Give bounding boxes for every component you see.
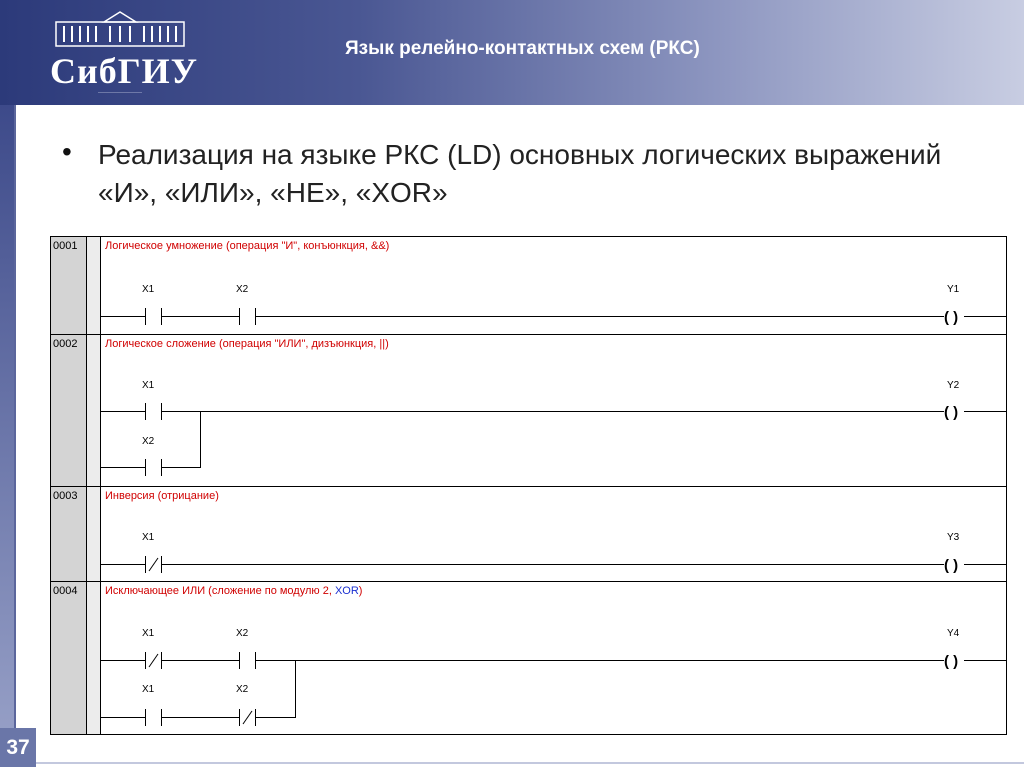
rung-number: 0003 bbox=[53, 490, 78, 502]
left-decor-edge bbox=[14, 105, 16, 767]
coil-label: Y3 bbox=[947, 532, 960, 543]
coil-label: Y4 bbox=[947, 628, 960, 639]
rung-comment: Логическое умножение (операция "И", конъюнкция, &&) bbox=[105, 240, 390, 252]
coil-label: Y1 bbox=[947, 284, 960, 295]
ladder-svg bbox=[50, 236, 1007, 736]
rung-number: 0001 bbox=[53, 240, 78, 252]
rung-comment: Инверсия (отрицание) bbox=[105, 490, 219, 502]
contact-label: X1 bbox=[142, 284, 155, 295]
footer-line bbox=[36, 762, 1024, 764]
coil-symbol: ( ) bbox=[944, 557, 959, 574]
sibgiu-logo bbox=[50, 10, 199, 95]
rung-number: 0002 bbox=[53, 338, 78, 350]
contact-label: X2 bbox=[142, 436, 155, 447]
contact-label: X2 bbox=[236, 284, 249, 295]
coil-symbol: ( ) bbox=[944, 404, 959, 421]
coil-symbol: ( ) bbox=[944, 309, 959, 326]
bullet-marker: • bbox=[62, 136, 72, 167]
ladder-diagram bbox=[50, 236, 1007, 736]
rung-number: 0004 bbox=[53, 585, 78, 597]
contact-label: X1 bbox=[142, 628, 155, 639]
building-icon bbox=[54, 10, 186, 48]
header-bar bbox=[0, 0, 1024, 105]
contact-label: X1 bbox=[142, 532, 155, 543]
rung-comment: Логическое сложение (операция "ИЛИ", дизъюнкция, ||) bbox=[105, 338, 389, 350]
contact-label: X1 bbox=[142, 684, 155, 695]
coil-label: Y2 bbox=[947, 380, 960, 391]
coil-symbol: ( ) bbox=[944, 653, 959, 670]
slide-title: Язык релейно-контактных схем (РКС) bbox=[345, 38, 700, 59]
contact-label: X2 bbox=[236, 628, 249, 639]
left-decor-strip bbox=[0, 105, 14, 767]
rung-comment: Исключающее ИЛИ (сложение по модулю 2, XOR) bbox=[105, 585, 363, 597]
contact-label: X2 bbox=[236, 684, 249, 695]
bullet-text: Реализация на языке РКС (LD) основных логических выражений «И», «ИЛИ», «НЕ», «XOR» bbox=[98, 139, 942, 208]
logo-subtitle-lines bbox=[54, 92, 186, 94]
rung-number-gutter bbox=[51, 237, 86, 734]
page-number-badge: 37 bbox=[0, 728, 36, 767]
logo-text: СибГИУ bbox=[50, 51, 199, 91]
contact-label: X1 bbox=[142, 380, 155, 391]
